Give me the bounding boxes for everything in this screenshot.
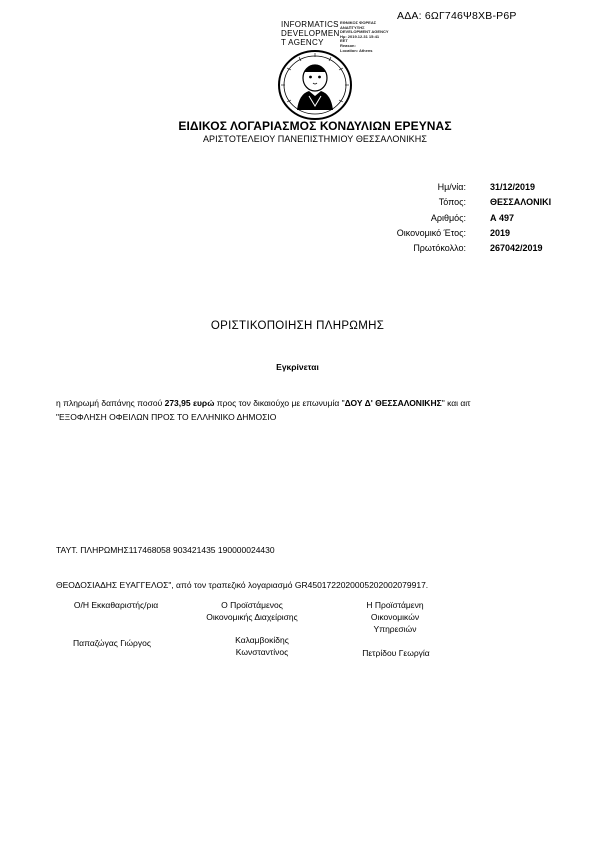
signatory-name-finance-head: Καλαμβοκίδης Κωνσταντίνος — [235, 635, 289, 657]
payment-amount: 273,95 ευρώ — [164, 398, 215, 408]
beneficiary-name: ΔΟΥ Δ' ΘΕΣΣΑΛΟΝΙΚΗΣ — [344, 398, 442, 408]
payment-description-line-2: "ΕΞΟΦΛΗΣΗ ΟΦΕΙΛΩΝ ΠΡΟΣ ΤΟ ΕΛΛΗΝΙΚΟ ΔΗΜΟΣΙΟ — [56, 412, 277, 422]
organization-name: ΕΙΔΙΚΟΣ ΛΟΓΑΡΙΑΣΜΟΣ ΚΟΝΔΥΛΙΩΝ ΕΡΕΥΝΑΣ — [178, 119, 452, 133]
meta-date: Ημ/νία: 31/12/2019 — [437, 182, 536, 192]
payment-description-line-1: η πληρωμή δαπάνης ποσού 273,95 ευρώ προς τον δικαιούχο με επωνυμία "ΔΟΥ Δ' ΘΕΣΣΑΛΟΝΙΚΗΣ" και αιτ — [56, 398, 471, 408]
signature-stamp-label: INFORMATICS DEVELOPMEN T AGENCY — [281, 20, 340, 47]
meta-number: Αριθμός: Α 497 — [430, 213, 515, 223]
payment-description — [56, 396, 576, 424]
signatory-role-services-head: Η Προϊστάμενη Οικονομικών Υπηρεσιών — [366, 600, 424, 634]
signatory-role-clearer: Ο/Η Εκκαθαριστής/ρια — [73, 600, 159, 610]
signatory-name-services-head: Πετρίδου Γεωργία — [362, 648, 430, 658]
signatory-role-finance-head: Ο Προϊστάμενος Οικονομικής Διαχείρισης — [206, 600, 298, 622]
source-account: ΘΕΟΔΟΣΙΑΔΗΣ ΕΥΑΓΓΕΛΟΣ", από τον τραπεζικό λογαριασμό GR4501722020005202002079917. — [56, 580, 429, 590]
meta-place: Τόπος: ΘΕΣΣΑΛΟΝΙΚΙ — [438, 197, 552, 207]
approval-heading: Εγκρίνεται — [276, 362, 319, 372]
signatory-name-clearer: Παπαζώγας Γιώργος — [73, 638, 151, 648]
payment-reference: ΤΑΥΤ. ΠΛΗΡΩΜΗΣ117468058 903421435 190000024430 — [56, 545, 275, 555]
document-title: ΟΡΙΣΤΙΚΟΠΟΙΗΣΗ ΠΛΗΡΩΜΗΣ — [210, 320, 385, 332]
meta-fiscal-year: Οικονομικό Έτος: 2019 — [396, 228, 511, 238]
meta-protocol: Πρωτόκολλο: 267042/2019 — [413, 243, 543, 253]
ada-code: ΑΔΑ: 6ΩΓ746Ψ8ΧΒ-Ρ6Ρ — [397, 10, 517, 22]
university-name: ΑΡΙΣΤΟΤΕΛΕΙΟΥ ΠΑΝΕΠΙΣΤΗΜΙΟΥ ΘΕΣΣΑΛΟΝΙΚΗΣ — [202, 134, 428, 144]
signature-stamp-details: ΕΘΝΙΚΟΣ ΦΟΡΕΑΣ ΑΝΑΠΤΥΞΗΣ DEVELOPMENT AGENCY Ημ: 2019.12.31 15:41 EET Reason: Location: Athens — [340, 20, 389, 53]
university-seal-icon — [277, 50, 353, 120]
